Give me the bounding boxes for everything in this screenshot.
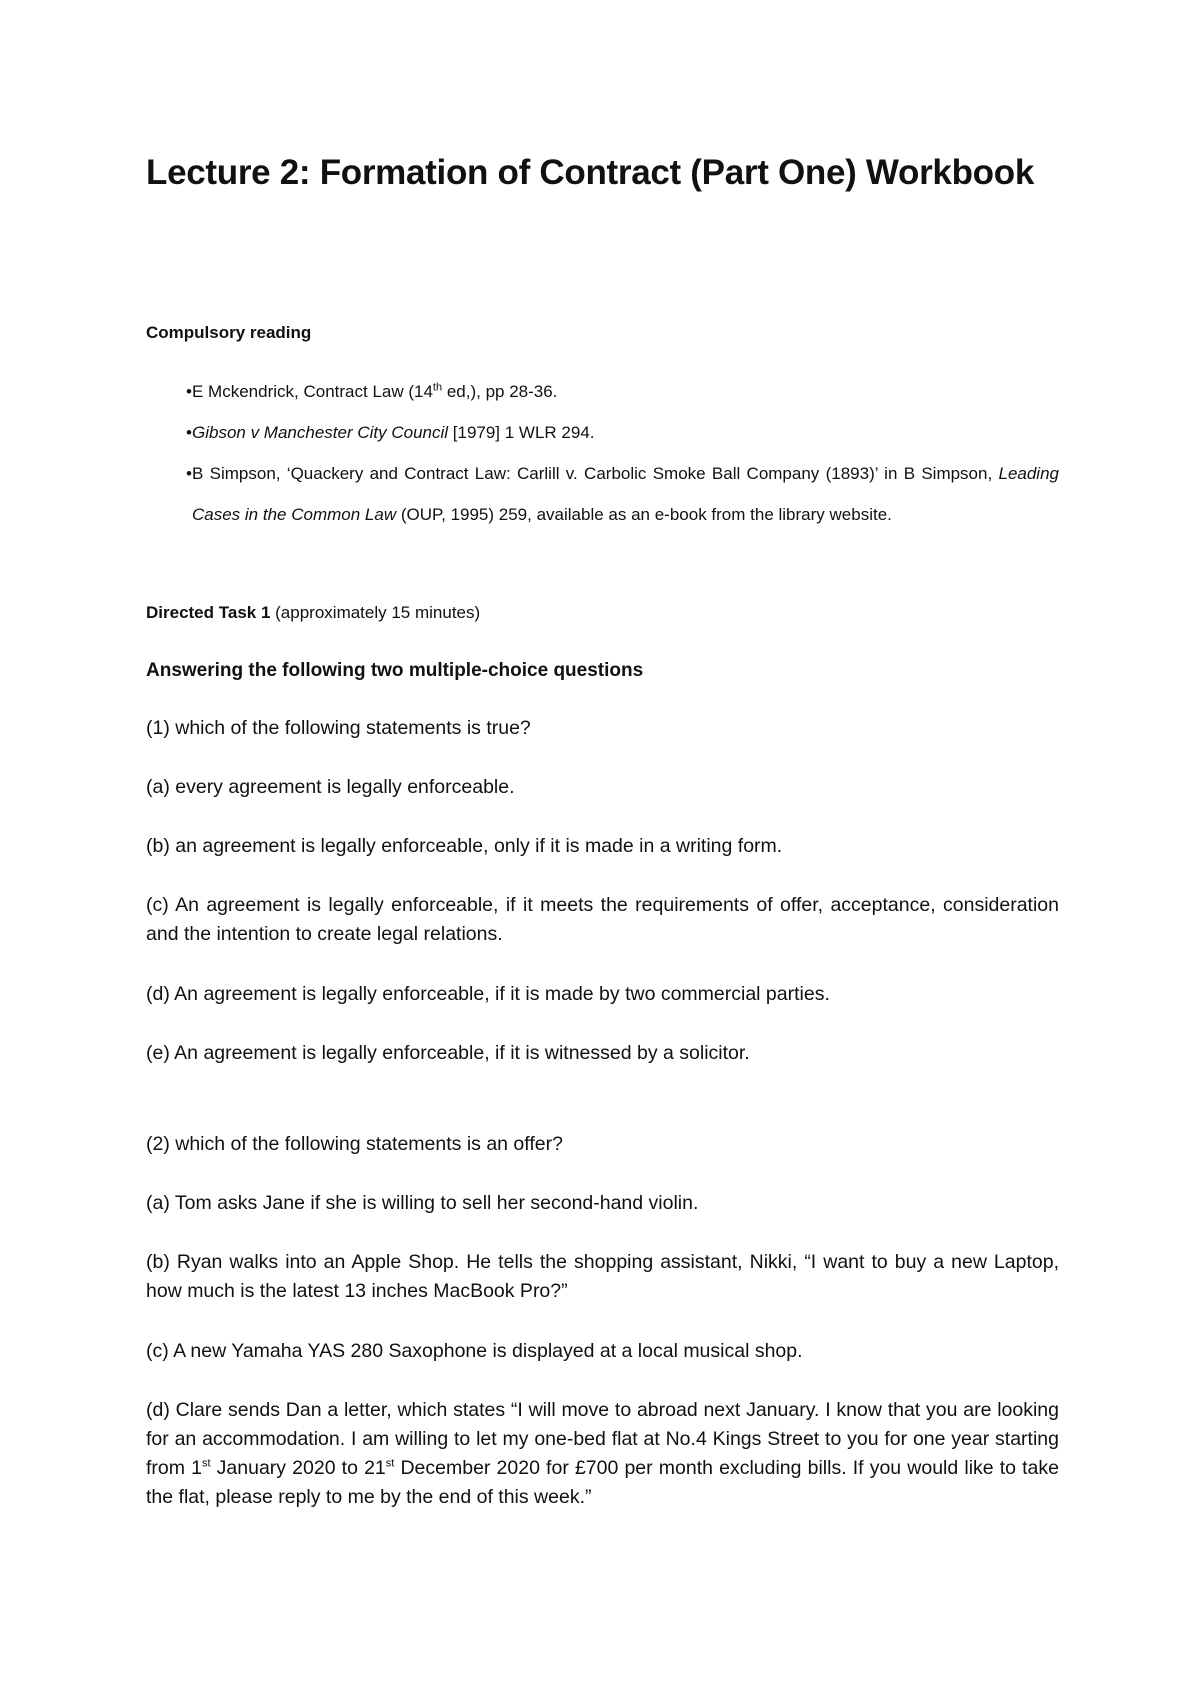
q2-d-sup1: st: [201, 1457, 211, 1470]
directed-task-label: Directed Task 1: [146, 603, 271, 622]
q2-option-b: (b) Ryan walks into an Apple Shop. He tells the shopping assistant, Nikki, “I want to buy a new Laptop, how much is the latest 13 inches MacBook Pro?”: [146, 1251, 1059, 1302]
q2-option-a: (a) Tom asks Jane if she is willing to sell her second-hand violin.: [146, 1192, 699, 1214]
q2-stem: (2) which of the following statements is an offer?: [146, 1133, 563, 1155]
directed-task-note: (approximately 15 minutes): [270, 603, 481, 622]
q1-option-b: (b) an agreement is legally enforceable, only if it is made in a writing form.: [146, 835, 783, 857]
page-title: Lecture 2: Formation of Contract (Part One) Workbook: [146, 153, 1034, 192]
q1-option-d: (d) An agreement is legally enforceable, if it is made by two commercial parties.: [146, 983, 830, 1005]
book-title: Leading Cases in the Common Law: [192, 464, 1059, 524]
reading-item: [146, 453, 1059, 535]
directed-task-line: [146, 602, 1059, 624]
q1-option-c: (c) An agreement is legally enforceable, if it meets the requirements of offer, acceptance, consideration and the intention to create legal relations.: [146, 894, 1059, 945]
case-name: Gibson v Manchester City Council: [192, 423, 449, 442]
reading-item-1-tail: ed,), pp 28-36.: [442, 382, 558, 401]
mcq-heading: Answering the following two multiple-choice questions: [146, 660, 644, 681]
reading-item: [146, 371, 1059, 412]
q2-option-c: (c) A new Yamaha YAS 280 Saxophone is displayed at a local musical shop.: [146, 1340, 803, 1362]
reading-item-1-text: E Mckendrick, Contract Law (14: [192, 382, 433, 401]
reading-item: [146, 412, 1059, 453]
reading-item-3-text: B Simpson, ‘Quackery and Contract Law: Carlill v. Carbolic Smoke Ball Company (1893)’ in B Simpson,: [192, 464, 999, 483]
q1-option-a: (a) every agreement is legally enforceable.: [146, 776, 515, 798]
reading-item-1-sup: th: [432, 381, 443, 394]
q1-stem: (1) which of the following statements is true?: [146, 717, 531, 739]
q2-d-sup2: st: [385, 1457, 395, 1470]
compulsory-reading-label: Compulsory reading: [146, 323, 312, 342]
q1-option-e: (e) An agreement is legally enforceable, if it is witnessed by a solicitor.: [146, 1042, 750, 1064]
case-citation: [1979] 1 WLR 294.: [448, 423, 595, 442]
reading-item-3-tail: (OUP, 1995) 259, available as an e-book from the library website.: [396, 505, 892, 524]
q2-d-part1: (d) Clare sends Dan a letter, which states “I will move to abroad next January. I know that you are looking for an accommodation. I am willing to let my one-bed flat at No.4 Kings Street to you for one year starting from 1: [146, 1399, 1059, 1479]
q2-d-part2: January 2020 to 21: [210, 1457, 386, 1479]
q2-d-part3: December 2020 for £700 per month excluding bills. If you would like to take the flat, please reply to me by the end of this week.”: [146, 1457, 1059, 1508]
q2-option-d: [146, 1396, 1059, 1512]
reading-list: [146, 371, 1059, 535]
